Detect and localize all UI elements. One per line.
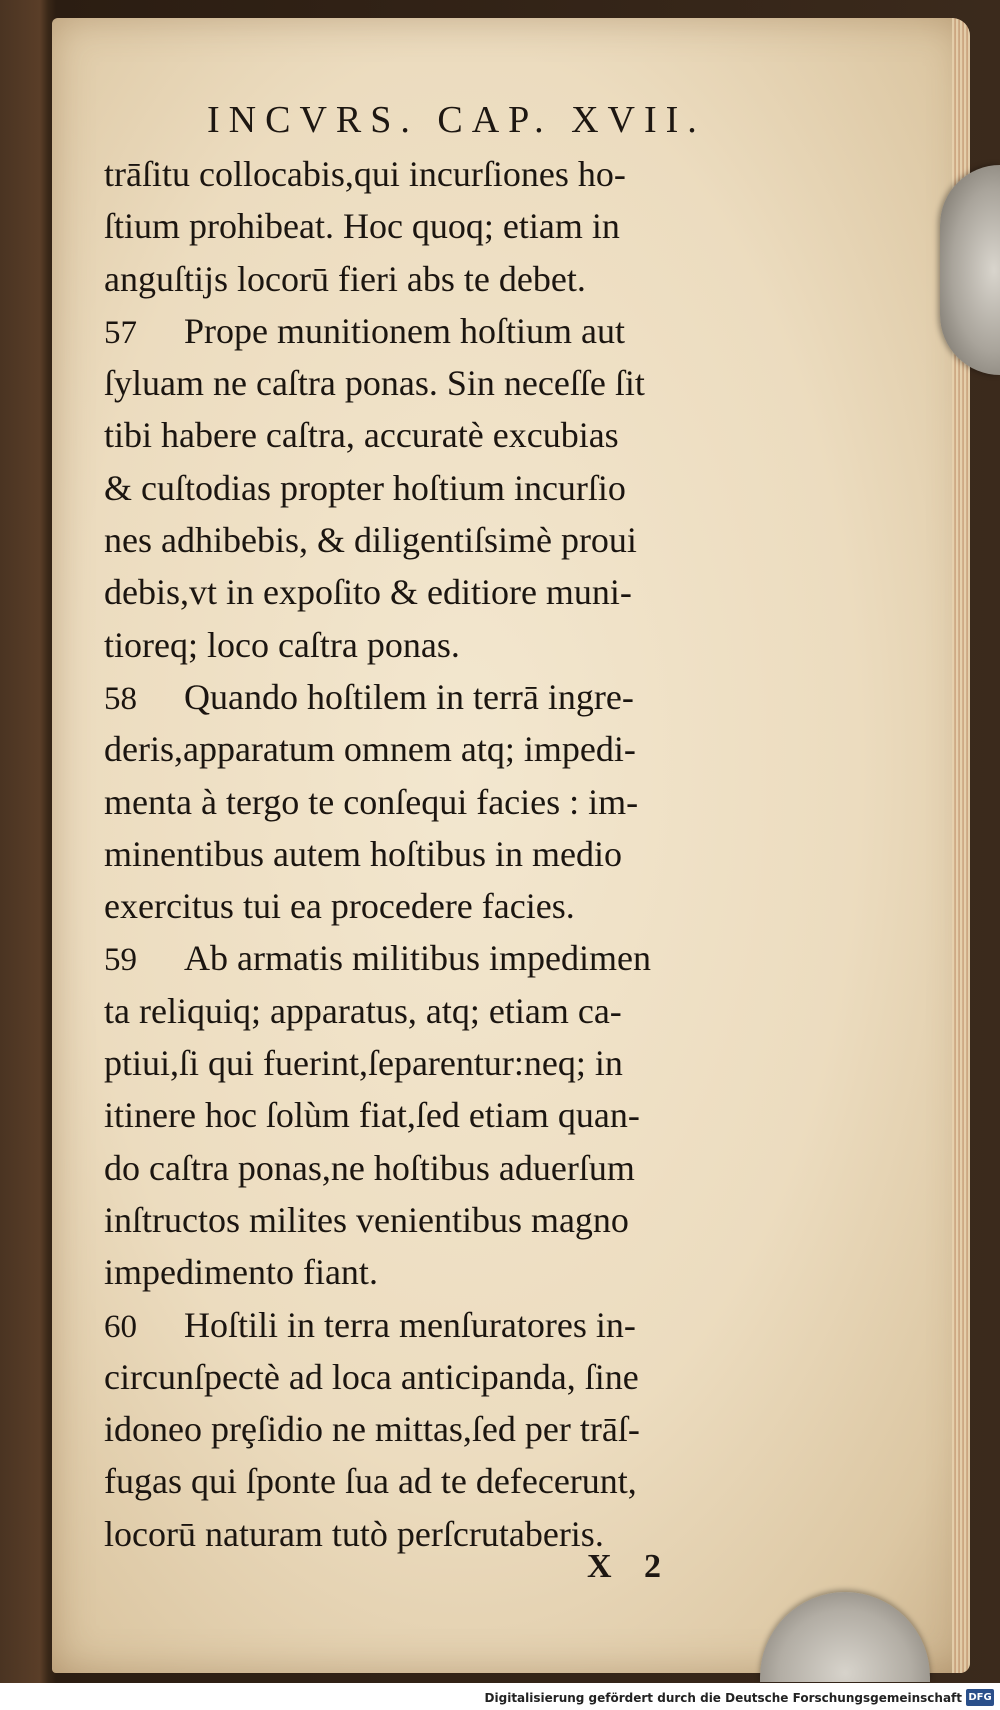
text-line: ptiui,ſi qui fuerint,ſeparentur:neq; in (104, 1043, 623, 1084)
paragraph-number: 58 (104, 680, 137, 717)
running-head: INCVRS. CAP. XVII. (207, 99, 706, 141)
text-line: deris,apparatum omnem atq; impedi- (104, 729, 636, 770)
text-line: ſyluam ne caſtra ponas. Sin neceſſe ſit (104, 363, 645, 404)
text-block (104, 148, 824, 1560)
text-line: trāſitu collocabis,qui incurſiones ho- (104, 154, 626, 194)
text-line: idoneo prȩſidio ne mittas,ſed per trāſ- (104, 1409, 640, 1450)
text-line: ta reliquiq; apparatus, atq; etiam ca- (104, 990, 622, 1031)
text-line: exercitus tui ea procedere facies. (104, 886, 575, 927)
text-line: nes adhibebis, & diligentiſsimè proui (104, 520, 637, 561)
text-line: 60 Hoſtili in terra menſuratores in- (104, 1299, 824, 1351)
text-line: itinere hoc ſolùm fiat,ſed etiam quan- (104, 1095, 640, 1136)
footer-credit: Digitalisierung gefördert durch die Deutsche Forschungsgemeinschaft (484, 1691, 962, 1705)
text-line: impedimento fiant. (104, 1252, 378, 1293)
text-line: inſtructos milites venientibus magno (104, 1199, 629, 1240)
text-line: & cuſtodias propter hoſtium incurſio (104, 467, 626, 508)
book-page (52, 18, 970, 1673)
text-line: 57 Prope munitionem hoſtium aut (104, 305, 824, 357)
text-line: ſtium prohibeat. Hoc quoq; etiam in (104, 206, 620, 247)
text-line: do caſtra ponas,ne hoſtibus aduerſum (104, 1147, 635, 1188)
page-clamp-right (940, 165, 1000, 375)
text-line: fugas qui ſponte ſua ad te defecerunt, (104, 1461, 637, 1502)
paragraph-number: 60 (104, 1308, 137, 1345)
text-line: 59 Ab armatis militibus impedimen (104, 932, 824, 984)
signature-mark: X 2 (587, 1548, 674, 1585)
text-line: menta à tergo te conſequi facies : im- (104, 781, 639, 822)
text-line: locorū naturam tutò perſcrutaberis. (104, 1513, 604, 1554)
text-line: minentibus autem hoſtibus in medio (104, 833, 622, 874)
text-line: tioreq; loco caſtra ponas. (104, 624, 460, 665)
paragraph-number: 59 (104, 942, 137, 979)
text-line: debis,vt in expoſito & editiore muni- (104, 572, 632, 613)
text-line: anguſtijs locorū fieri abs te debet. (104, 258, 586, 299)
text-line: circunſpectè ad loca anticipanda, ſine (104, 1356, 639, 1397)
footer-bar (0, 1683, 1000, 1710)
text-line: tibi habere caſtra, accuratè excubias (104, 415, 619, 456)
paragraph-number: 57 (104, 314, 137, 351)
text-line: 58 Quando hoſtilem in terrā ingre- (104, 671, 824, 723)
dfg-logo-icon: DFG (966, 1689, 994, 1706)
